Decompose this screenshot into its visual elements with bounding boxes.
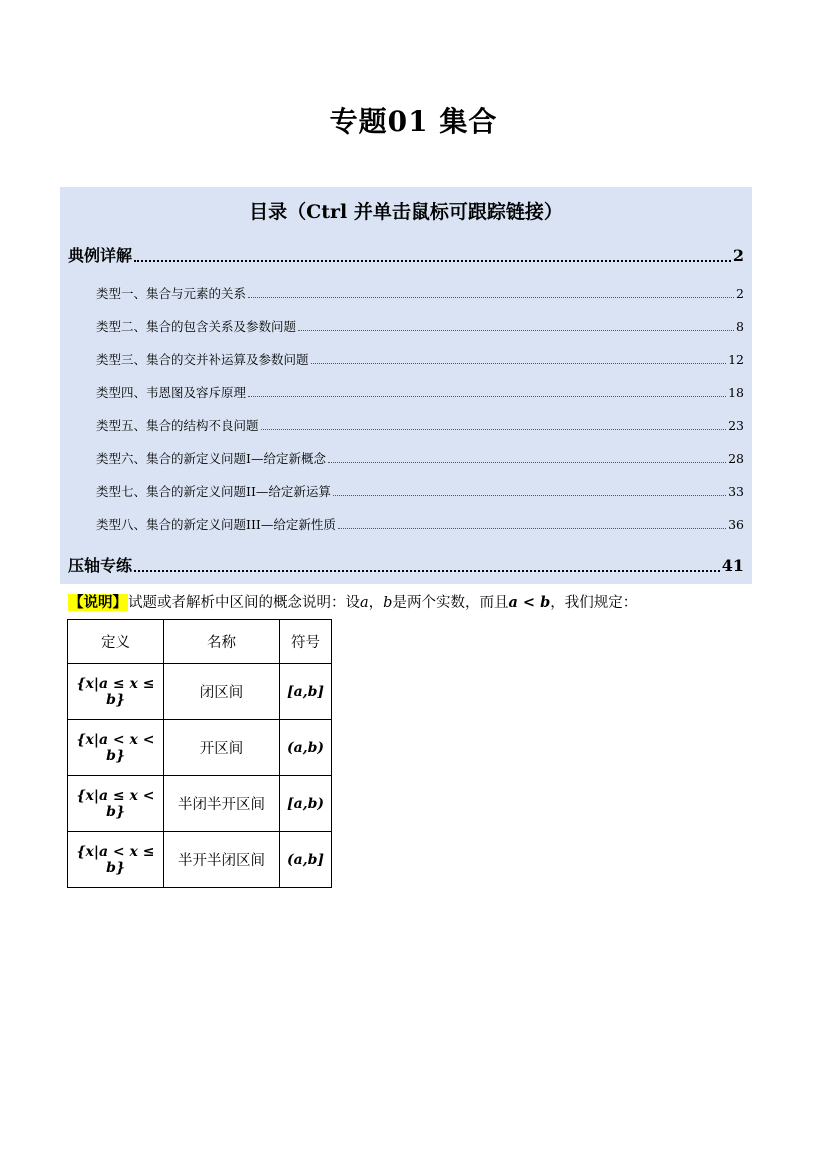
toc-dot-leader [261,429,727,430]
interval-note [68,591,768,612]
toc-entry-page: 36 [728,517,744,532]
note-var-b: b [383,595,393,611]
header-name: 名称 [164,620,280,664]
note-text-end: ，我们规定： [550,595,638,611]
toc-dot-leader [333,495,726,496]
toc-entry-label: 类型七、集合的新定义问题II—给定新运算 [96,484,331,499]
note-separator: ， [368,595,384,611]
toc-entry-label: 类型二、集合的包含关系及参数问题 [96,319,297,334]
toc-entry-page: 2 [732,246,744,265]
toc-entry-page: 2 [736,286,744,301]
cell-definition: {x|a < x ≤ b} [68,832,164,888]
toc-entry-page: 8 [736,319,744,334]
toc-entry-page: 12 [728,352,744,367]
note-var-a: a [360,595,369,611]
cell-definition: {x|a ≤ x < b} [68,776,164,832]
toc-entry-type-5[interactable] [96,416,744,434]
toc-entry-type-6[interactable] [96,449,744,467]
toc-entry-label: 类型五、集合的结构不良问题 [96,418,259,433]
document-title: 专题01 集合 [329,105,498,138]
toc-entry-page: 18 [728,385,744,400]
table-row [68,720,332,776]
toc-heading: 目录（Ctrl 并单击鼠标可跟踪链接） [249,201,563,223]
cell-symbol: (a,b] [280,832,332,888]
table-row [68,664,332,720]
interval-table [67,619,332,888]
cell-definition: {x|a < x < b} [68,720,164,776]
header-definition: 定义 [68,620,164,664]
toc-entry-label: 压轴专练 [68,556,133,575]
toc-entry-type-3[interactable] [96,350,744,368]
table-row [68,832,332,888]
toc-entry-page: 28 [728,451,744,466]
note-condition: a < b [508,594,551,611]
toc-entry-label: 类型三、集合的交并补运算及参数问题 [96,352,309,367]
toc-dot-leader [311,363,727,364]
toc-entry-label: 类型八、集合的新定义问题III—给定新性质 [96,517,336,532]
toc-entry-label: 类型四、韦恩图及容斥原理 [96,385,247,400]
cell-name: 半开半闭区间 [164,832,280,888]
header-symbol: 符号 [280,620,332,664]
toc-dot-leader [134,260,731,262]
table-row [68,776,332,832]
toc-entry-final-practice[interactable] [68,553,744,576]
toc-entry-label: 类型一、集合与元素的关系 [96,286,247,301]
cell-name: 半闭半开区间 [164,776,280,832]
toc-entry-page: 23 [728,418,744,433]
toc-entry-type-4[interactable] [96,383,744,401]
note-text-middle: 是两个实数，而且 [392,595,509,611]
toc-entry-label: 类型六、集合的新定义问题I—给定新概念 [96,451,326,466]
cell-symbol: [a,b) [280,776,332,832]
toc-dot-leader [248,396,726,397]
toc-entry-page: 41 [721,556,744,575]
note-tag: 【说明】 [69,594,127,611]
cell-symbol: (a,b) [280,720,332,776]
toc-dot-leader [338,528,726,529]
cell-symbol: [a,b] [280,664,332,720]
toc-entry-label: 典例详解 [68,246,133,265]
table-header-row [68,620,332,664]
toc-entry-type-1[interactable] [96,284,744,302]
toc-entry-page: 33 [728,484,744,499]
cell-name: 开区间 [164,720,280,776]
toc-entry-type-2[interactable] [96,317,744,335]
toc-entry-examples[interactable] [68,243,744,266]
note-text-intro: 试题或者解析中区间的概念说明：设 [128,595,360,611]
toc-dot-leader [248,297,734,298]
table-of-contents [60,187,752,584]
cell-name: 闭区间 [164,664,280,720]
toc-entry-type-8[interactable] [96,515,744,533]
toc-dot-leader [328,462,726,463]
toc-dot-leader [134,570,720,572]
cell-definition: {x|a ≤ x ≤ b} [68,664,164,720]
toc-entry-type-7[interactable] [96,482,744,500]
toc-dot-leader [298,330,734,331]
